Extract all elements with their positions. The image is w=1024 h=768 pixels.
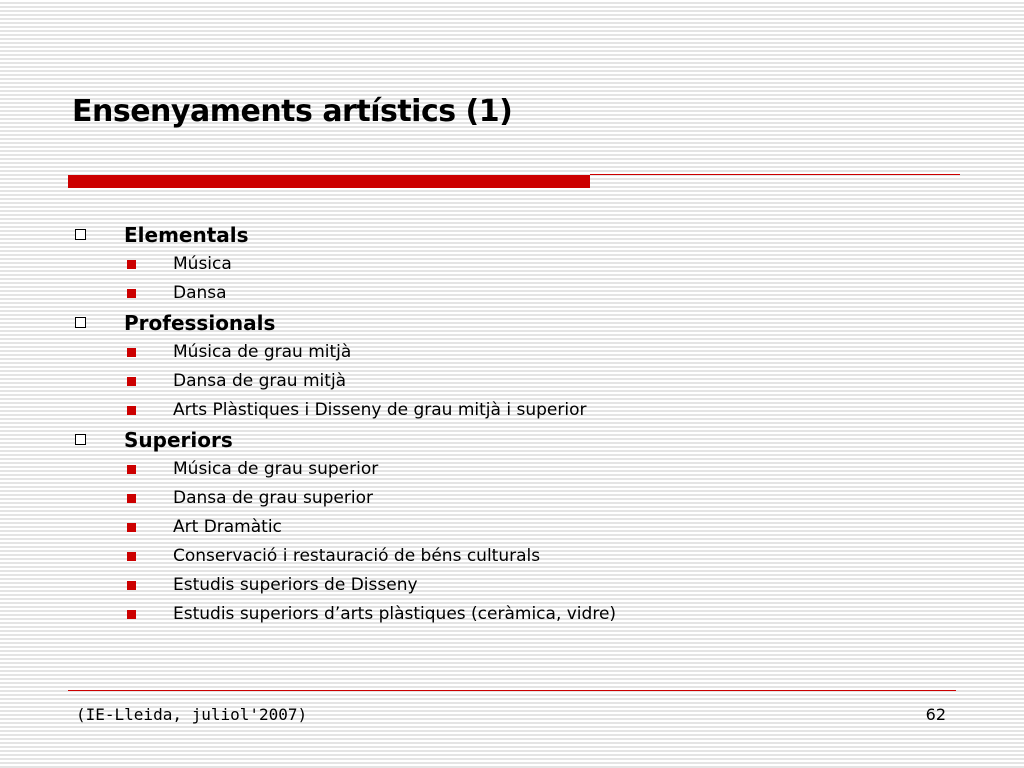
list-item-text: Música xyxy=(173,254,232,274)
section-elementals xyxy=(72,220,972,308)
red-square-bullet-icon xyxy=(127,552,136,561)
red-square-bullet-icon xyxy=(127,348,136,357)
page-number: 62 xyxy=(925,705,946,724)
list-item-text: Dansa de grau superior xyxy=(173,488,373,508)
red-square-bullet-icon xyxy=(127,523,136,532)
hollow-square-bullet-icon xyxy=(75,229,86,240)
list-item xyxy=(72,600,972,629)
section-professionals xyxy=(72,308,972,425)
list-item xyxy=(72,250,972,279)
list-item xyxy=(72,571,972,600)
slide-title: Ensenyaments artístics (1) xyxy=(72,94,513,129)
list-item xyxy=(72,279,972,308)
footer-divider xyxy=(68,690,956,691)
hollow-square-bullet-icon xyxy=(75,317,86,328)
red-square-bullet-icon xyxy=(127,260,136,269)
red-square-bullet-icon xyxy=(127,581,136,590)
red-square-bullet-icon xyxy=(127,377,136,386)
title-underline-thin xyxy=(590,174,960,175)
list-item xyxy=(72,542,972,571)
section-heading: Superiors xyxy=(124,428,233,452)
list-item-text: Música de grau mitjà xyxy=(173,342,352,362)
title-underline-thick xyxy=(68,175,590,188)
list-item xyxy=(72,484,972,513)
list-item-text: Arts Plàstiques i Disseny de grau mitjà i superior xyxy=(173,400,587,420)
section-heading: Elementals xyxy=(124,223,249,247)
list-item-text: Estudis superiors d’arts plàstiques (ceràmica, vidre) xyxy=(173,604,617,624)
red-square-bullet-icon xyxy=(127,465,136,474)
red-square-bullet-icon xyxy=(127,494,136,503)
list-item xyxy=(72,455,972,484)
list-item xyxy=(72,513,972,542)
section-heading-row xyxy=(72,220,972,250)
bullet-list xyxy=(72,220,972,629)
list-item-text: Música de grau superior xyxy=(173,459,379,479)
red-square-bullet-icon xyxy=(127,610,136,619)
hollow-square-bullet-icon xyxy=(75,434,86,445)
list-item xyxy=(72,338,972,367)
list-item-text: Estudis superiors de Disseny xyxy=(173,575,418,595)
section-superiors xyxy=(72,425,972,629)
list-item-text: Dansa de grau mitjà xyxy=(173,371,347,391)
section-heading: Professionals xyxy=(124,311,276,335)
list-item-text: Conservació i restauració de béns culturals xyxy=(173,546,541,566)
red-square-bullet-icon xyxy=(127,406,136,415)
section-heading-row xyxy=(72,425,972,455)
list-item xyxy=(72,367,972,396)
red-square-bullet-icon xyxy=(127,289,136,298)
footer-source: (IE-Lleida, juliol'2007) xyxy=(76,705,308,724)
list-item xyxy=(72,396,972,425)
list-item-text: Art Dramàtic xyxy=(173,517,282,537)
list-item-text: Dansa xyxy=(173,283,227,303)
section-heading-row xyxy=(72,308,972,338)
